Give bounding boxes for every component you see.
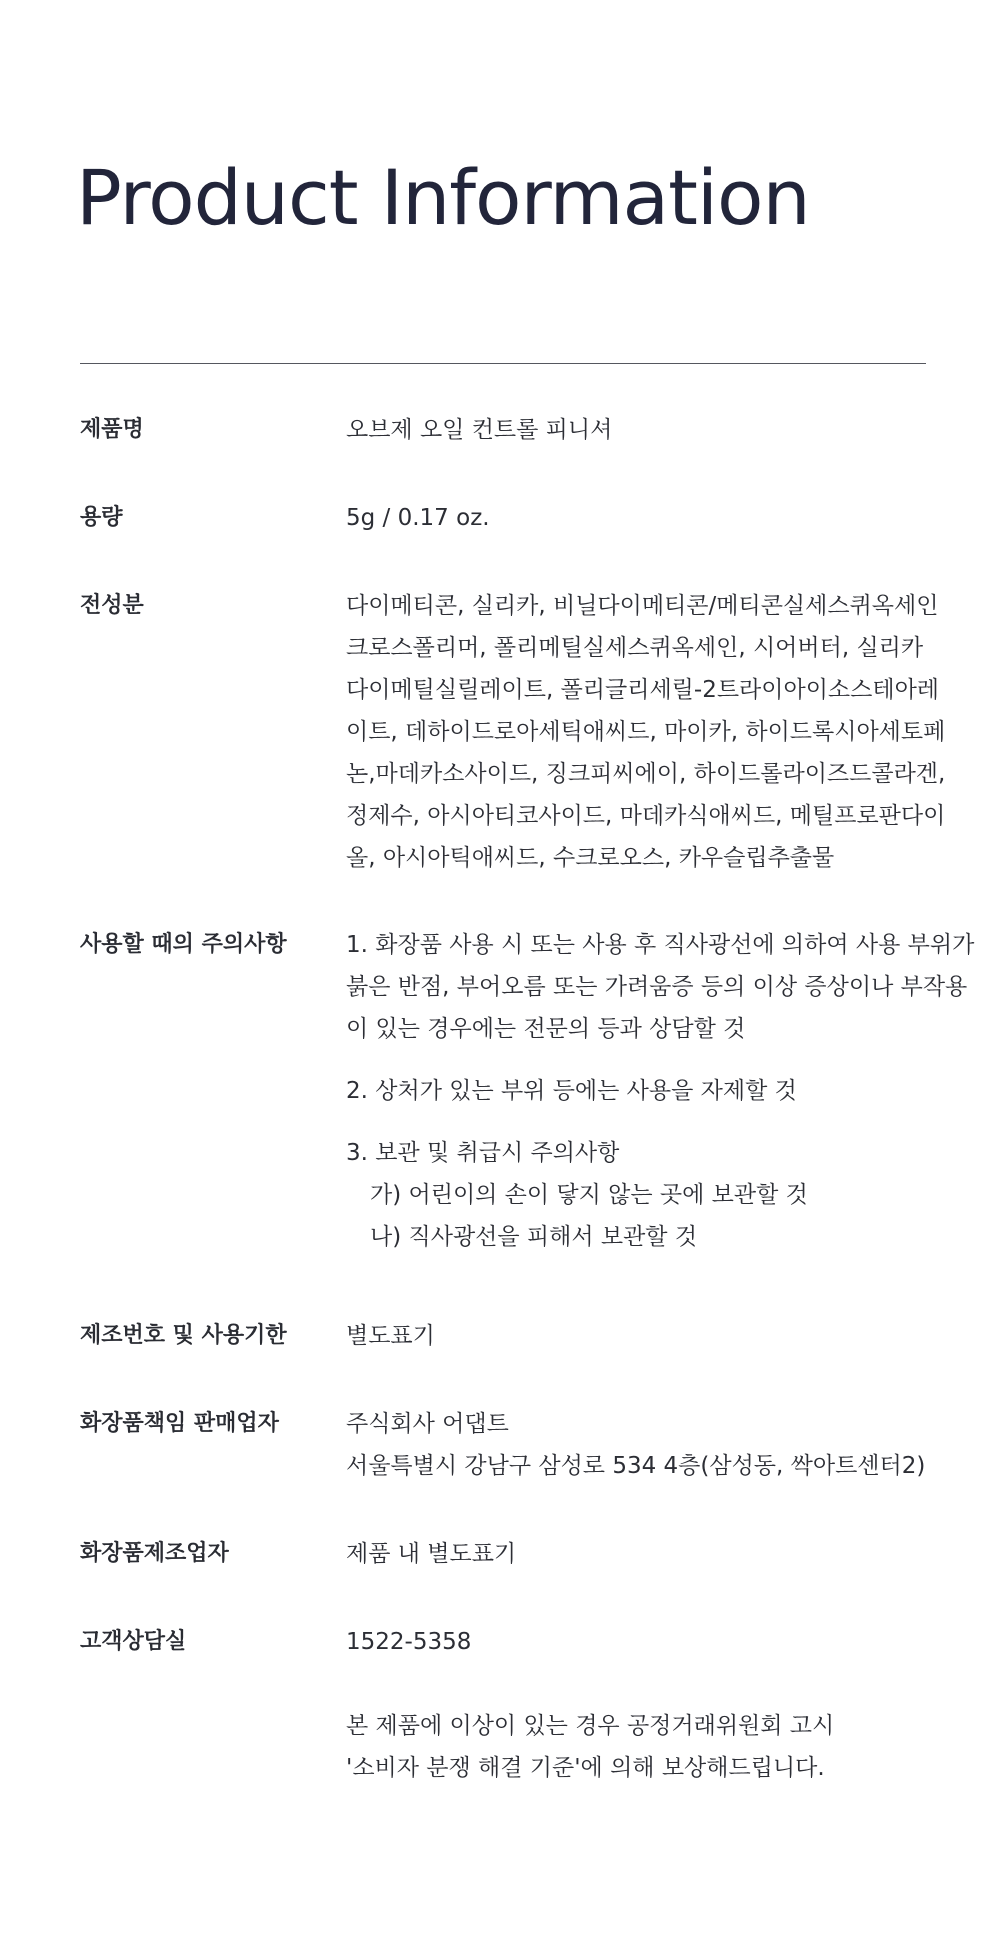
caution-item-3: 3. 보관 및 취급시 주의사항 [346,1140,620,1166]
row-value: 제품 내 별도표기 [346,1541,517,1567]
row-label: 사용할 때의 주의사항 [80,932,287,957]
caution-list [346,924,975,1258]
caution-item-1-line: 이 있는 경우에는 전문의 등과 상담할 것 [346,1016,746,1042]
row-label: 용량 [80,505,123,530]
caution-item-1-line: 붉은 반점, 부어오름 또는 가려움증 등의 이상 증상이나 부작용 [346,974,968,1000]
row-value: 오브제 오일 컨트롤 피니셔 [346,417,613,443]
row-label: 화장품제조업자 [80,1541,229,1566]
ingredients-list [346,585,966,879]
notice-line: 본 제품에 이상이 있는 경우 공정거래위원회 고시 [346,1713,835,1739]
ingredients-line: 이트, 데하이드로아세틱애씨드, 마이카, 하이드록시아세토페 [346,719,946,745]
row-value: 5g / 0.17 oz. [346,505,490,531]
ingredients-line: 논,마데카소사이드, 징크피씨에이, 하이드롤라이즈드콜라겐, [346,761,946,787]
row-value: 별도표기 [346,1323,435,1349]
seller-info [346,1403,966,1487]
caution-item-1-line: 1. 화장품 사용 시 또는 사용 후 직사광선에 의하여 사용 부위가 [346,932,975,958]
row-label: 고객상담실 [80,1629,187,1654]
ingredients-line: 정제수, 아시아티코사이드, 마데카식애씨드, 메틸프로판다이 [346,803,946,829]
caution-item-3a: 가) 어린이의 손이 닿지 않는 곳에 보관할 것 [370,1182,808,1208]
compensation-notice [346,1705,966,1789]
divider [80,363,926,364]
row-label: 화장품책임 판매업자 [80,1411,279,1436]
ingredients-line: 크로스폴리머, 폴리메틸실세스퀴옥세인, 시어버터, 실리카 [346,635,924,661]
row-label: 전성분 [80,593,144,618]
page-title: Product Information [76,153,810,242]
ingredients-line: 다이메티콘, 실리카, 비닐다이메티콘/메티콘실세스퀴옥세인 [346,593,939,619]
phone-number: 1522-5358 [346,1629,472,1655]
row-label: 제조번호 및 사용기한 [80,1323,287,1348]
seller-address: 서울특별시 강남구 삼성로 534 4층(삼성동, 싹아트센터2) [346,1453,926,1479]
ingredients-line: 다이메틸실릴레이트, 폴리글리세릴-2트라이아이소스테아레 [346,677,940,703]
row-label: 제품명 [80,417,144,442]
ingredients-line: 올, 아시아틱애씨드, 수크로오스, 카우슬립추출물 [346,845,835,871]
caution-item-3b: 나) 직사광선을 피해서 보관할 것 [370,1224,698,1250]
notice-line: '소비자 분쟁 해결 기준'에 의해 보상해드립니다. [346,1755,825,1781]
seller-name: 주식회사 어댑트 [346,1411,509,1437]
caution-item-2: 2. 상처가 있는 부위 등에는 사용을 자제할 것 [346,1078,797,1104]
